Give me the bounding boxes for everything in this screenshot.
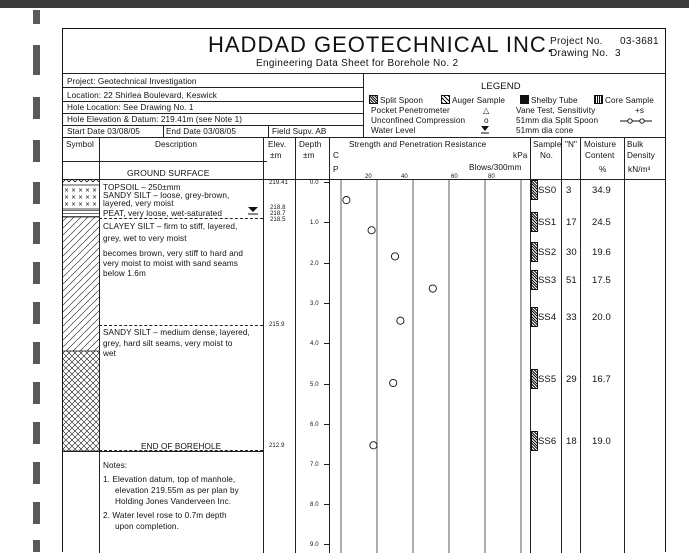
- legend-pocket-penetrometer: Pocket Penetrometer: [371, 106, 450, 115]
- legend-split-spoon-51: 51mm dia Split Spoon: [516, 116, 599, 125]
- divider: [63, 125, 363, 126]
- split-spoon-icon: [369, 95, 378, 104]
- col-moisture-2: Content: [585, 151, 615, 160]
- note-line: upon completion.: [115, 522, 179, 531]
- col-description: Description: [155, 140, 198, 149]
- auger-sample-icon: [441, 95, 450, 104]
- col-p: P: [333, 165, 339, 174]
- elevation: 212.9: [269, 443, 285, 449]
- n-value: 30: [566, 247, 577, 259]
- drawing-number-label: Drawing No.: [550, 48, 609, 59]
- col-bulk-2: Density: [627, 151, 656, 160]
- punch-hole: [33, 342, 40, 364]
- divider: [63, 161, 267, 162]
- divider: [63, 73, 665, 74]
- col-elev-unit: ±m: [270, 151, 282, 160]
- borehole-data-sheet: [62, 28, 666, 552]
- divider: [99, 137, 100, 553]
- punch-hole: [33, 262, 40, 284]
- legend-shelby-tube: Shelby Tube: [531, 96, 578, 105]
- depth-label: 6.0: [310, 422, 319, 428]
- note-line: 1. Elevation datum, top of manhole,: [103, 475, 236, 484]
- scale-tick: 40: [401, 174, 408, 180]
- depth-label: 4.0: [310, 341, 319, 347]
- scale-tick: 20: [365, 174, 372, 180]
- sample-number: SS2: [538, 247, 557, 259]
- start-date: Start Date 03/08/05: [67, 127, 140, 136]
- n-value: 3: [566, 185, 572, 196]
- col-moisture-unit: %: [599, 165, 607, 174]
- punch-hole: [33, 502, 40, 524]
- split-spoon-sample-marker: [531, 242, 538, 262]
- split-spoon-sample-marker: [531, 270, 538, 290]
- depth-label: 3.0: [310, 301, 319, 307]
- elevation: 218.7: [270, 211, 286, 217]
- depth-label: 7.0: [310, 462, 319, 468]
- depth-label: 8.0: [310, 502, 319, 508]
- split-spoon-line-icon: [620, 117, 652, 125]
- col-bulk: Bulk: [627, 140, 644, 149]
- hole-elevation-line: Hole Elevation & Datum: 219.41m (see Note 1): [67, 115, 243, 124]
- blow-count-point: [390, 379, 397, 386]
- legend-title: LEGEND: [481, 81, 521, 92]
- location-line: Location: 22 Shirlea Boulevard, Keswick: [67, 91, 217, 100]
- moisture-content: 17.5: [592, 275, 611, 287]
- desc-clayey-silt-2: grey, wet to very moist: [103, 234, 187, 243]
- pocket-penetrometer-icon: △: [483, 106, 490, 115]
- blow-count-point: [368, 227, 375, 234]
- divider: [363, 73, 364, 137]
- divider: [295, 137, 296, 553]
- col-n: "N": [565, 140, 578, 149]
- divider: [63, 137, 665, 138]
- col-sample: Sample: [533, 140, 562, 149]
- n-value: 51: [566, 275, 577, 287]
- ground-surface-label: GROUND SURFACE: [127, 168, 210, 178]
- sample-number: SS5: [538, 373, 557, 385]
- moisture-content: 34.9: [592, 185, 611, 196]
- sample-number: SS4: [538, 311, 557, 323]
- elevation: 219.41: [269, 180, 288, 186]
- punch-hole: [33, 97, 40, 119]
- col-symbol: Symbol: [66, 140, 94, 149]
- unconfined-compression-icon: o: [484, 116, 489, 125]
- note-line: 2. Water level rose to 0.7m depth: [103, 511, 227, 520]
- divider: [99, 218, 263, 219]
- punch-hole: [33, 422, 40, 444]
- moisture-content: 16.7: [592, 373, 611, 385]
- desc-sandy-silt-1: SANDY SILT – loose, grey-brown,: [103, 191, 230, 200]
- project-number-label: Project No.: [550, 36, 603, 47]
- note-line: elevation 219.55m as per plan by: [115, 486, 239, 495]
- col-kpa: kPa: [513, 151, 528, 160]
- col-c: C: [333, 151, 340, 160]
- legend-vane-test: Vane Test, Sensitivity: [516, 106, 596, 115]
- depth-label: 0.0: [310, 180, 319, 186]
- sample-number: SS3: [538, 275, 557, 287]
- punch-hole: [33, 45, 40, 75]
- moisture-content: 20.0: [592, 311, 611, 323]
- legend-unconfined-compression: Unconfined Compression: [371, 116, 466, 125]
- col-depth-unit: ±m: [303, 151, 315, 160]
- split-spoon-sample-marker: [531, 307, 538, 327]
- divider: [263, 137, 264, 553]
- field-supervisor: Field Supv. AB: [272, 127, 327, 136]
- blow-count-point: [343, 196, 350, 203]
- desc-brown-1: becomes brown, very stiff to hard and: [103, 249, 244, 258]
- punch-hole: [33, 10, 40, 24]
- core-sample-icon: [594, 95, 603, 104]
- sample-number: SS1: [538, 217, 557, 229]
- desc-peat: PEAT, very loose, wet-saturated: [103, 209, 222, 218]
- blow-count-point: [397, 317, 404, 324]
- water-level-marker-icon: [247, 206, 259, 216]
- desc-sandy-silt-grey-3: wet: [103, 349, 117, 358]
- divider: [63, 101, 363, 102]
- punch-hole: [33, 302, 40, 324]
- elevation: 218.5: [270, 217, 286, 223]
- desc-clayey-silt-1: CLAYEY SILT – firm to stiff, layered,: [103, 222, 238, 231]
- soil-symbol-column: [63, 179, 99, 451]
- scale-tick: 80: [488, 174, 495, 180]
- punch-hole: [33, 540, 40, 552]
- desc-topsoil: TOPSOIL – 250±mm: [103, 183, 181, 192]
- desc-brown-3: below 1.6m: [103, 269, 146, 278]
- elevation: 218.8: [270, 205, 286, 211]
- water-level-icon: [480, 125, 490, 134]
- divider: [268, 125, 269, 137]
- elevation: 215.9: [269, 322, 285, 328]
- legend-core-sample: Core Sample: [605, 96, 654, 105]
- punch-hole: [33, 462, 40, 484]
- end-of-borehole: END OF BOREHOLE: [141, 442, 222, 451]
- sheet-subtitle: Engineering Data Sheet for Borehole No. 2: [256, 58, 459, 69]
- divider: [63, 87, 363, 88]
- depth-label: 1.0: [310, 220, 319, 226]
- depth-label: 5.0: [310, 382, 319, 388]
- col-moisture: Moisture: [584, 140, 617, 149]
- col-depth: Depth: [299, 140, 322, 149]
- blow-count-point: [391, 253, 398, 260]
- split-spoon-sample-marker: [531, 212, 538, 232]
- n-value: 18: [566, 436, 577, 448]
- note-line: Holding Jones Vanderveen Inc.: [115, 497, 232, 506]
- legend-water-level: Water Level: [371, 126, 416, 135]
- col-blows: Blows/300mm: [469, 163, 522, 172]
- hole-location-line: Hole Location: See Drawing No. 1: [67, 103, 194, 112]
- blow-count-point: [370, 442, 377, 449]
- desc-brown-2: very moist to moist with sand seams: [103, 259, 238, 268]
- project-number: 03-3681: [620, 36, 659, 47]
- moisture-content: 19.6: [592, 247, 611, 259]
- punch-hole: [33, 140, 40, 162]
- project-line: Project: Geotechnical Investigation: [67, 77, 197, 86]
- top-bar: [0, 0, 689, 8]
- drawing-number: 3: [615, 48, 621, 59]
- desc-sandy-silt-grey-1: SANDY SILT – medium dense, layered,: [103, 328, 250, 337]
- n-value: 17: [566, 217, 577, 229]
- depth-label: 9.0: [310, 542, 319, 548]
- punch-hole: [33, 182, 40, 204]
- legend-auger-sample: Auger Sample: [452, 96, 506, 105]
- punch-hole: [33, 382, 40, 404]
- desc-sandy-silt-grey-2: grey, hard silt seams, very moist to: [103, 339, 233, 348]
- n-value: 29: [566, 373, 577, 385]
- sample-number: SS0: [538, 185, 557, 196]
- divider: [63, 113, 363, 114]
- split-spoon-sample-marker: [531, 431, 538, 451]
- shelby-tube-icon: [520, 95, 529, 104]
- scale-tick: 60: [451, 174, 458, 180]
- split-spoon-sample-marker: [531, 369, 538, 389]
- end-date: End Date 03/08/05: [166, 127, 236, 136]
- divider: [63, 451, 263, 452]
- samples-column: [530, 179, 667, 553]
- desc-sandy-silt-2: layered, very moist: [103, 199, 174, 208]
- punch-hole: [33, 222, 40, 244]
- divider: [99, 325, 263, 326]
- col-sample-no: No.: [540, 151, 554, 160]
- company-name: HADDAD GEOTECHNICAL INC.: [208, 32, 554, 57]
- blow-count-point: [429, 285, 436, 292]
- legend-cone-51: 51mm dia cone: [516, 126, 574, 135]
- vane-test-icon: +s: [635, 106, 645, 115]
- n-value: 33: [566, 311, 577, 323]
- notes-title: Notes:: [103, 461, 128, 470]
- sample-number: SS6: [538, 436, 557, 448]
- split-spoon-sample-marker: [531, 180, 538, 200]
- moisture-content: 24.5: [592, 217, 611, 229]
- depth-label: 2.0: [310, 261, 319, 267]
- col-strength: Strength and Penetration Resistance: [349, 140, 487, 149]
- col-elev: Elev.: [268, 140, 287, 149]
- divider: [163, 125, 164, 137]
- col-bulk-unit: kN/m³: [628, 165, 651, 174]
- moisture-content: 19.0: [592, 436, 611, 448]
- penetration-chart: [329, 179, 530, 553]
- legend-split-spoon: Split Spoon: [380, 96, 423, 105]
